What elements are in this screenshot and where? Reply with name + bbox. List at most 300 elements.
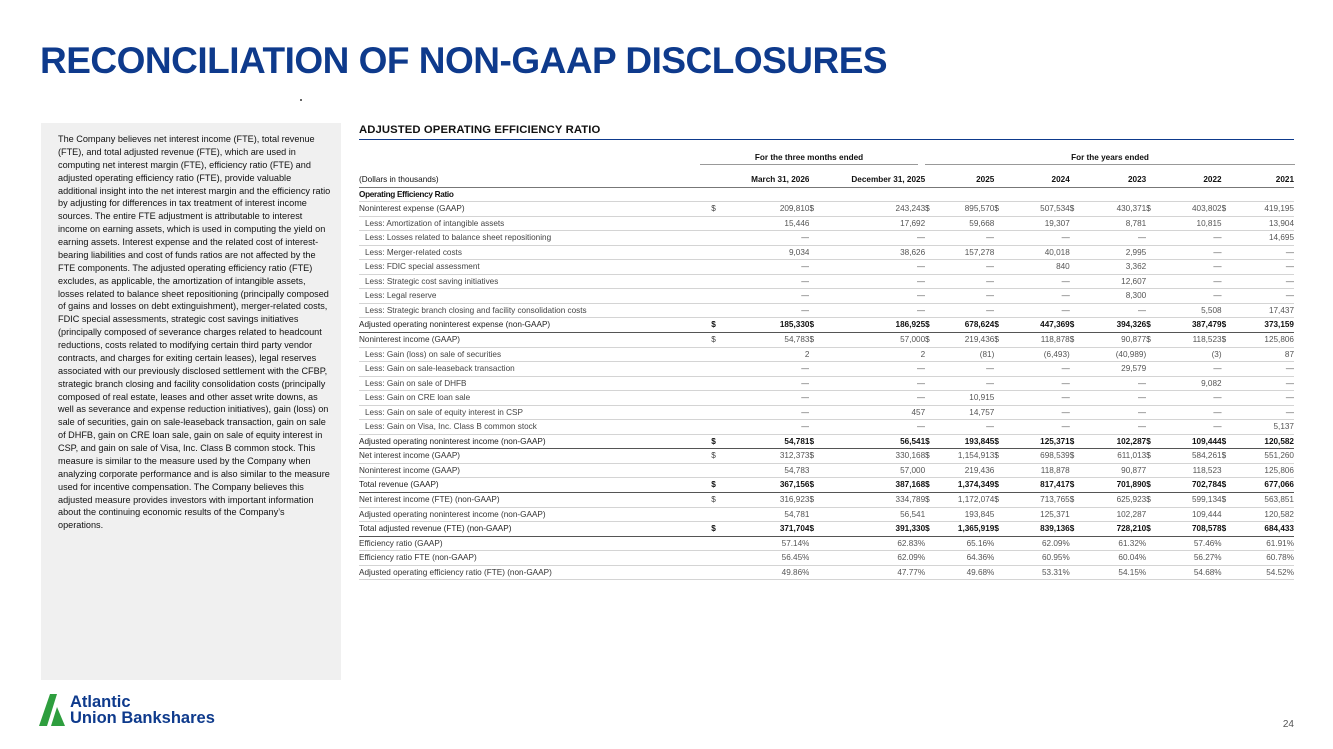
currency-symbol: $	[1070, 493, 1080, 508]
currency-symbol	[711, 536, 721, 551]
cell-value: 8,300	[1080, 289, 1146, 304]
currency-symbol	[711, 405, 721, 420]
cell-value: —	[1232, 391, 1294, 406]
cell-value: —	[820, 260, 925, 275]
currency-symbol	[1070, 536, 1080, 551]
currency-symbol: $	[711, 478, 721, 493]
cell-value: —	[1232, 274, 1294, 289]
cell-value: 56.45%	[722, 551, 810, 566]
currency-symbol: $	[1222, 318, 1232, 333]
currency-symbol	[1146, 391, 1156, 406]
column-header: December 31, 2025	[820, 173, 925, 187]
table-row	[359, 245, 1294, 260]
cell-value: 38,626	[820, 245, 925, 260]
currency-symbol	[711, 303, 721, 318]
currency-symbol	[809, 245, 819, 260]
currency-symbol	[1222, 362, 1232, 377]
currency-symbol	[925, 274, 935, 289]
currency-symbol: $	[711, 333, 721, 348]
currency-symbol	[1222, 231, 1232, 246]
row-label: Efficiency ratio FTE (non-GAAP)	[359, 551, 711, 566]
table-row	[359, 347, 1294, 362]
cell-value: —	[1157, 231, 1222, 246]
cell-value: 109,444	[1157, 434, 1222, 449]
currency-symbol	[1222, 289, 1232, 304]
currency-symbol: $	[1222, 478, 1232, 493]
currency-symbol	[1070, 376, 1080, 391]
cell-value: 65.16%	[935, 536, 994, 551]
cell-value: —	[820, 303, 925, 318]
currency-symbol	[925, 216, 935, 231]
cell-value: —	[1157, 274, 1222, 289]
currency-symbol: $	[994, 434, 1004, 449]
cell-value: 61.32%	[1080, 536, 1146, 551]
cell-value: 60.78%	[1232, 551, 1294, 566]
cell-value: —	[820, 274, 925, 289]
currency-symbol	[1146, 463, 1156, 478]
cell-value: —	[1232, 245, 1294, 260]
currency-symbol	[994, 391, 1004, 406]
cell-value: —	[935, 376, 994, 391]
cell-value: 120,582	[1232, 507, 1294, 522]
table-row	[359, 507, 1294, 522]
cell-value: 817,417	[1005, 478, 1070, 493]
currency-symbol	[994, 536, 1004, 551]
cell-value: 54,781	[722, 507, 810, 522]
cell-value: 702,784	[1157, 478, 1222, 493]
cell-value: —	[722, 391, 810, 406]
table-total-row	[359, 478, 1294, 493]
currency-symbol	[925, 405, 935, 420]
cell-value: —	[1080, 391, 1146, 406]
cell-value: 447,369	[1005, 318, 1070, 333]
cell-value	[820, 187, 925, 202]
table-row	[359, 362, 1294, 377]
currency-symbol	[1070, 187, 1080, 202]
cell-value: —	[1005, 376, 1070, 391]
currency-symbol: $	[711, 318, 721, 333]
cell-value: —	[1005, 420, 1070, 435]
cell-value: 62.09%	[820, 551, 925, 566]
cell-value: 373,159	[1232, 318, 1294, 333]
currency-symbol: $	[1070, 449, 1080, 464]
currency-symbol: $	[1070, 202, 1080, 217]
table-section-row	[359, 187, 1294, 202]
cell-value: (40,989)	[1080, 347, 1146, 362]
row-label: Adjusted operating noninterest income (non-GAAP)	[359, 507, 711, 522]
period-rule-quarters	[700, 164, 918, 165]
cell-value: —	[1005, 289, 1070, 304]
column-header: 2023	[1080, 173, 1146, 187]
cell-value: 118,523	[1157, 333, 1222, 348]
cell-value: 551,260	[1232, 449, 1294, 464]
cell-value: 54,783	[722, 333, 810, 348]
currency-symbol	[925, 536, 935, 551]
currency-symbol	[1146, 507, 1156, 522]
currency-symbol	[809, 507, 819, 522]
cell-value: —	[1232, 260, 1294, 275]
currency-symbol: $	[711, 202, 721, 217]
currency-symbol	[1222, 245, 1232, 260]
currency-symbol	[809, 565, 819, 580]
currency-symbol	[1222, 507, 1232, 522]
cell-value: —	[722, 405, 810, 420]
row-label: Adjusted operating noninterest income (non-GAAP)	[359, 434, 711, 449]
currency-symbol	[925, 347, 935, 362]
cell-value: —	[935, 289, 994, 304]
currency-symbol	[1222, 405, 1232, 420]
cell-value: 118,523	[1157, 463, 1222, 478]
cell-value: 12,607	[1080, 274, 1146, 289]
currency-symbol	[809, 391, 819, 406]
cell-value: —	[1005, 274, 1070, 289]
cell-value: 56.27%	[1157, 551, 1222, 566]
table-row	[359, 202, 1294, 217]
currency-symbol	[711, 231, 721, 246]
row-label: Less: Amortization of intangible assets	[359, 216, 711, 231]
cell-value: 367,156	[722, 478, 810, 493]
currency-symbol	[1146, 231, 1156, 246]
cell-value: 678,624	[935, 318, 994, 333]
currency-symbol	[925, 376, 935, 391]
currency-symbol: $	[925, 434, 935, 449]
row-label: Less: Strategic branch closing and facility consolidation costs	[359, 303, 711, 318]
table-body	[359, 187, 1294, 580]
currency-symbol	[1222, 463, 1232, 478]
cell-value: —	[935, 303, 994, 318]
cell-value	[935, 187, 994, 202]
cell-value: 125,806	[1232, 463, 1294, 478]
currency-symbol: $	[809, 449, 819, 464]
currency-symbol	[1070, 405, 1080, 420]
logo-line-2: Union Bankshares	[70, 709, 215, 727]
row-label: Total revenue (GAAP)	[359, 478, 711, 493]
currency-symbol: $	[1222, 522, 1232, 537]
currency-symbol: $	[925, 493, 935, 508]
row-label: Adjusted operating efficiency ratio (FTE) (non-GAAP)	[359, 565, 711, 580]
row-label: Net interest income (FTE) (non-GAAP)	[359, 493, 711, 508]
currency-symbol	[1070, 362, 1080, 377]
currency-symbol	[809, 187, 819, 202]
currency-symbol	[925, 289, 935, 304]
cell-value: 9,082	[1157, 376, 1222, 391]
table-row	[359, 391, 1294, 406]
row-label: Less: FDIC special assessment	[359, 260, 711, 275]
cell-value: 54,783	[722, 463, 810, 478]
currency-symbol	[809, 260, 819, 275]
currency-symbol	[1222, 551, 1232, 566]
cell-value: 64.36%	[935, 551, 994, 566]
currency-symbol: $	[1070, 333, 1080, 348]
cell-value: 2	[722, 347, 810, 362]
currency-symbol: $	[994, 493, 1004, 508]
cell-value: —	[1157, 362, 1222, 377]
currency-symbol	[1146, 245, 1156, 260]
cell-value: 430,371	[1080, 202, 1146, 217]
cell-value: —	[1232, 289, 1294, 304]
cell-value: 2,995	[1080, 245, 1146, 260]
cell-value: 840	[1005, 260, 1070, 275]
cell-value: —	[1157, 260, 1222, 275]
currency-symbol: $	[809, 522, 819, 537]
cell-value: 1,154,913	[935, 449, 994, 464]
cell-value: 312,373	[722, 449, 810, 464]
cell-value: —	[1005, 405, 1070, 420]
currency-symbol: $	[1146, 434, 1156, 449]
cell-value: —	[1005, 231, 1070, 246]
currency-symbol: $	[1070, 318, 1080, 333]
company-logo	[39, 692, 269, 730]
currency-symbol: $	[1222, 434, 1232, 449]
cell-value: 62.83%	[820, 536, 925, 551]
currency-symbol	[1222, 420, 1232, 435]
currency-symbol	[994, 216, 1004, 231]
row-label: Less: Losses related to balance sheet repositioning	[359, 231, 711, 246]
cell-value: 708,578	[1157, 522, 1222, 537]
section-title: ADJUSTED OPERATING EFFICIENCY RATIO	[359, 124, 601, 136]
table-row	[359, 333, 1294, 348]
currency-symbol	[1146, 536, 1156, 551]
period-rule-years	[925, 164, 1295, 165]
currency-symbol	[809, 376, 819, 391]
cell-value: 125,371	[1005, 507, 1070, 522]
currency-symbol	[809, 289, 819, 304]
currency-symbol: $	[1222, 493, 1232, 508]
table-row	[359, 493, 1294, 508]
cell-value: (6,493)	[1005, 347, 1070, 362]
currency-symbol: $	[711, 434, 721, 449]
currency-symbol: $	[1146, 333, 1156, 348]
cell-value: 57,000	[820, 333, 925, 348]
cell-value: 57,000	[820, 463, 925, 478]
currency-symbol	[994, 420, 1004, 435]
currency-symbol	[925, 362, 935, 377]
currency-symbol	[925, 391, 935, 406]
currency-symbol	[1222, 347, 1232, 362]
cell-value: —	[1157, 289, 1222, 304]
period-header-years: For the years ended	[1071, 153, 1149, 162]
efficiency-ratio-table	[359, 173, 1294, 580]
currency-symbol: $	[1070, 478, 1080, 493]
cell-value: 60.04%	[1080, 551, 1146, 566]
table-row	[359, 463, 1294, 478]
cell-value: 611,013	[1080, 449, 1146, 464]
row-label: Noninterest expense (GAAP)	[359, 202, 711, 217]
cell-value: —	[935, 260, 994, 275]
cell-value: 17,692	[820, 216, 925, 231]
cell-value: 387,168	[820, 478, 925, 493]
cell-value	[1005, 187, 1070, 202]
page-title: RECONCILIATION OF NON-GAAP DISCLOSURES	[40, 40, 888, 81]
currency-symbol	[1070, 274, 1080, 289]
cell-value: 61.91%	[1232, 536, 1294, 551]
cell-value: —	[820, 231, 925, 246]
currency-symbol	[1070, 565, 1080, 580]
currency-symbol	[809, 347, 819, 362]
currency-symbol	[809, 536, 819, 551]
sidebar-panel	[41, 123, 341, 680]
cell-value: —	[820, 391, 925, 406]
cell-value: 1,172,074	[935, 493, 994, 508]
cell-value: 728,210	[1080, 522, 1146, 537]
currency-symbol	[1146, 303, 1156, 318]
cell-value: 3,362	[1080, 260, 1146, 275]
table-row	[359, 420, 1294, 435]
page-number: 24	[1282, 719, 1294, 730]
cell-value: 13,904	[1232, 216, 1294, 231]
cell-value: —	[722, 289, 810, 304]
cell-value: 19,307	[1005, 216, 1070, 231]
currency-symbol: $	[809, 493, 819, 508]
cell-value: 14,695	[1232, 231, 1294, 246]
cell-value: 563,851	[1232, 493, 1294, 508]
cell-value: —	[1005, 303, 1070, 318]
cell-value: (81)	[935, 347, 994, 362]
currency-symbol: $	[1146, 522, 1156, 537]
currency-symbol	[711, 362, 721, 377]
cell-value: —	[722, 376, 810, 391]
cell-value: 54.15%	[1080, 565, 1146, 580]
currency-symbol	[711, 565, 721, 580]
currency-symbol	[809, 405, 819, 420]
currency-symbol: $	[711, 493, 721, 508]
currency-symbol	[809, 216, 819, 231]
currency-symbol	[809, 551, 819, 566]
currency-symbol	[994, 405, 1004, 420]
currency-symbol: $	[925, 202, 935, 217]
currency-symbol	[1070, 463, 1080, 478]
currency-symbol	[711, 260, 721, 275]
currency-symbol: $	[994, 478, 1004, 493]
cell-value: 102,287	[1080, 434, 1146, 449]
cell-value: —	[1232, 362, 1294, 377]
currency-symbol: $	[711, 449, 721, 464]
currency-symbol	[1070, 260, 1080, 275]
cell-value: 57.46%	[1157, 536, 1222, 551]
currency-symbol	[1070, 245, 1080, 260]
currency-symbol	[925, 551, 935, 566]
currency-symbol	[1070, 420, 1080, 435]
cell-value: —	[820, 376, 925, 391]
cell-value: 507,534	[1005, 202, 1070, 217]
cell-value: 677,066	[1232, 478, 1294, 493]
cell-value: 40,018	[1005, 245, 1070, 260]
currency-symbol: $	[994, 449, 1004, 464]
cell-value: —	[1080, 231, 1146, 246]
table-row	[359, 274, 1294, 289]
row-label: Total adjusted revenue (FTE) (non-GAAP)	[359, 522, 711, 537]
currency-symbol	[925, 565, 935, 580]
atlantic-union-chevron-icon	[39, 692, 71, 728]
currency-symbol	[711, 289, 721, 304]
currency-symbol: $	[1222, 202, 1232, 217]
cell-value: —	[1080, 405, 1146, 420]
cell-value: 125,371	[1005, 434, 1070, 449]
cell-value: 330,168	[820, 449, 925, 464]
cell-value: 10,915	[935, 391, 994, 406]
table-total-row	[359, 522, 1294, 537]
currency-symbol: $	[1222, 333, 1232, 348]
currency-symbol	[711, 551, 721, 566]
row-label: Less: Gain on sale of DHFB	[359, 376, 711, 391]
cell-value: 625,923	[1080, 493, 1146, 508]
cell-value: —	[722, 303, 810, 318]
currency-symbol	[1222, 187, 1232, 202]
currency-symbol	[809, 420, 819, 435]
currency-symbol	[994, 231, 1004, 246]
currency-symbol	[1146, 187, 1156, 202]
cell-value: —	[722, 362, 810, 377]
currency-symbol	[1070, 507, 1080, 522]
cell-value: —	[1080, 303, 1146, 318]
cell-value: 125,806	[1232, 333, 1294, 348]
cell-value: —	[820, 420, 925, 435]
cell-value: 584,261	[1157, 449, 1222, 464]
cell-value: 419,195	[1232, 202, 1294, 217]
currency-symbol	[1146, 274, 1156, 289]
cell-value: 701,890	[1080, 478, 1146, 493]
table-row	[359, 449, 1294, 464]
currency-symbol	[1070, 391, 1080, 406]
currency-symbol	[994, 551, 1004, 566]
cell-value: 59,668	[935, 216, 994, 231]
cell-value: 56,541	[820, 434, 925, 449]
cell-value	[722, 187, 810, 202]
column-header: 2022	[1157, 173, 1222, 187]
currency-symbol	[994, 187, 1004, 202]
cell-value: (3)	[1157, 347, 1222, 362]
currency-symbol: $	[994, 522, 1004, 537]
table-header-row	[359, 173, 1294, 187]
cell-value: 90,877	[1080, 333, 1146, 348]
cell-value	[1232, 187, 1294, 202]
cell-value: 5,508	[1157, 303, 1222, 318]
cell-value: 193,845	[935, 507, 994, 522]
currency-symbol	[1070, 347, 1080, 362]
table-row	[359, 376, 1294, 391]
cell-value: 599,134	[1157, 493, 1222, 508]
cell-value: 57.14%	[722, 536, 810, 551]
currency-symbol	[994, 274, 1004, 289]
cell-value: —	[935, 231, 994, 246]
currency-symbol	[925, 187, 935, 202]
cell-value: —	[1080, 376, 1146, 391]
row-label: Less: Gain on Visa, Inc. Class B common stock	[359, 420, 711, 435]
currency-symbol	[1146, 289, 1156, 304]
currency-symbol: $	[711, 522, 721, 537]
currency-symbol: $	[994, 318, 1004, 333]
section-rule	[359, 139, 1294, 140]
cell-value: 698,539	[1005, 449, 1070, 464]
cell-value: 15,446	[722, 216, 810, 231]
currency-symbol	[1070, 216, 1080, 231]
currency-symbol: $	[994, 333, 1004, 348]
cell-value: 316,923	[722, 493, 810, 508]
currency-symbol: $	[925, 333, 935, 348]
currency-symbol	[925, 303, 935, 318]
currency-symbol	[1146, 347, 1156, 362]
table-row	[359, 289, 1294, 304]
cell-value: —	[1005, 362, 1070, 377]
currency-symbol	[1222, 391, 1232, 406]
cell-value: 60.95%	[1005, 551, 1070, 566]
currency-symbol	[1222, 376, 1232, 391]
cell-value: 8,781	[1080, 216, 1146, 231]
row-label: Less: Gain (loss) on sale of securities	[359, 347, 711, 362]
currency-symbol	[711, 347, 721, 362]
cell-value: 118,878	[1005, 463, 1070, 478]
currency-symbol	[711, 245, 721, 260]
